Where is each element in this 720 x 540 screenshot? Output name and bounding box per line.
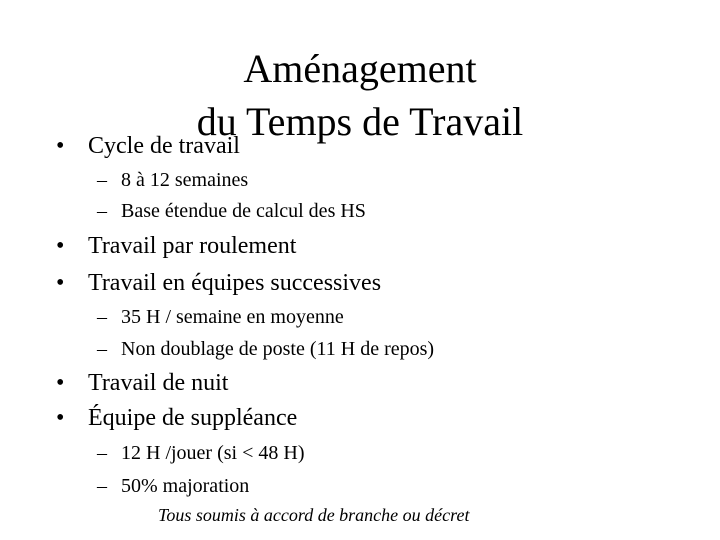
sub-item-35h [97,305,344,329]
bullet-item-roulement [56,231,296,261]
sub-item-semaines [97,168,248,192]
bullet-text: Travail de nuit [88,370,229,396]
sub-text: Base étendue de calcul des HS [121,200,366,222]
slide-title-line-2: du Temps de Travail [196,99,524,144]
bullet-item-suppleance [56,403,297,433]
dash-icon: – [97,169,107,191]
bullet-text: Cycle de travail [88,133,240,159]
sub-text: 35 H / semaine en moyenne [121,306,344,328]
bullet-text: Équipe de suppléance [88,405,298,431]
bullet-icon: • [56,233,65,259]
sub-item-majoration [97,474,249,498]
sub-item-12h [97,441,304,465]
bullet-item-equipes [56,268,381,298]
bullet-text: Travail en équipes successives [88,270,382,296]
footnote: Tous soumis à accord de branche ou décret [158,505,470,525]
sub-text: 8 à 12 semaines [121,169,249,191]
dash-icon: – [97,306,107,328]
slide-title-line-1: Aménagement [243,46,477,91]
sub-text: 12 H /jouer (si < 48 H) [121,442,305,464]
sub-item-base [97,199,366,223]
dash-icon: – [97,442,107,464]
sub-text: Non doublage de poste (11 H de repos) [121,338,435,360]
bullet-item-nuit [56,368,228,398]
bullet-text: Travail par roulement [88,233,297,259]
sub-item-doublage [97,337,434,361]
bullet-icon: • [56,270,65,296]
bullet-icon: • [56,370,65,396]
dash-icon: – [97,475,107,497]
bullet-item-cycle [56,131,240,161]
dash-icon: – [97,338,107,360]
dash-icon: – [97,200,107,222]
bullet-icon: • [56,133,65,159]
sub-text: 50% majoration [121,475,250,497]
bullet-icon: • [56,405,65,431]
